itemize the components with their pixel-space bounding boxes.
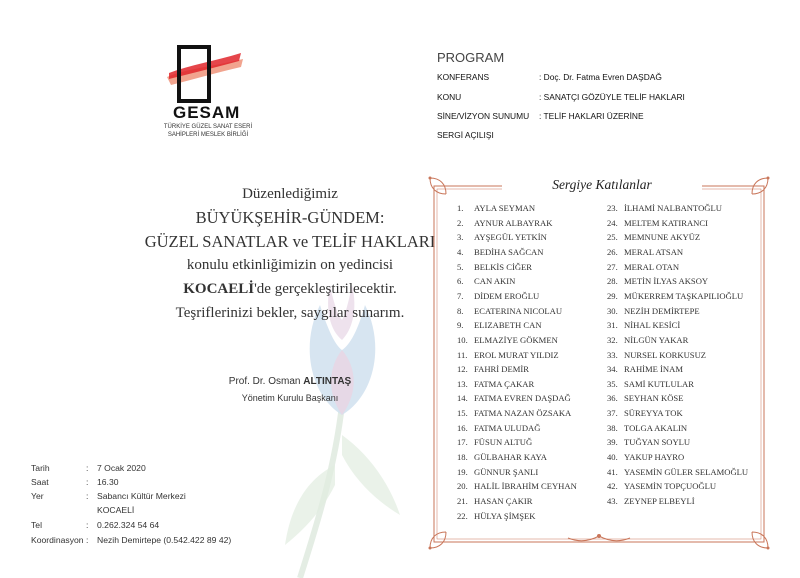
participant-name: ELIZABETH CAN <box>474 320 542 331</box>
event-info-value: 16.30 <box>97 477 119 487</box>
participant-name: ZEYNEP ELBEYLİ <box>624 496 695 506</box>
participant-number: 42. <box>607 481 618 492</box>
participant-item <box>607 262 679 272</box>
participants-title: Sergiye Katılanlar <box>502 177 702 193</box>
participant-number: 21. <box>457 496 468 506</box>
participant-item <box>457 218 552 228</box>
participant-name: RAHİME İNAM <box>624 364 683 375</box>
program-row-value: : TELİF HAKLARI ÜZERİNE <box>539 111 644 121</box>
program-row-value: : Doç. Dr. Fatma Evren DAŞDAĞ <box>539 72 662 82</box>
participant-item <box>607 291 743 301</box>
participant-name: MERAL ATSAN <box>624 246 684 257</box>
signature-name-bold: ALTINTAŞ <box>303 376 352 387</box>
participant-number: 10. <box>457 334 468 345</box>
participant-number: 5. <box>457 261 464 272</box>
participant-number: 22. <box>457 510 468 521</box>
event-info-separator: : <box>86 477 89 487</box>
participant-name: EROL MURAT YILDIZ <box>474 349 559 360</box>
participant-name: AYNUR ALBAYRAK <box>474 217 553 228</box>
event-info-value: KOCAELİ <box>97 505 135 515</box>
participant-item <box>457 496 533 506</box>
participant-name: AYLA SEYMAN <box>474 203 536 213</box>
participant-number: 2. <box>457 217 464 228</box>
participant-item <box>457 350 559 360</box>
participant-number: 28. <box>607 276 618 287</box>
participant-number: 36. <box>607 393 618 404</box>
participant-item <box>457 364 529 374</box>
program-row-label: KONU <box>437 92 462 102</box>
event-info-separator: : <box>86 535 89 545</box>
event-info-separator: : <box>86 463 89 473</box>
event-info-value: Sabancı Kültür Merkezi <box>97 491 186 501</box>
participant-number: 14. <box>457 393 468 404</box>
participant-name: HÜLYA ŞİMŞEK <box>474 510 536 521</box>
participant-name: MEMNUNE AKYÜZ <box>624 232 701 243</box>
tulip-illustration <box>280 285 420 578</box>
participant-name: NİLGÜN YAKAR <box>624 334 689 345</box>
participant-number: 26. <box>607 246 618 257</box>
participant-item <box>457 262 532 272</box>
participant-name: TUĞYAN SOYLU <box>624 437 691 448</box>
participant-item <box>457 511 535 521</box>
participant-name: FATMA NAZAN ÖZSAKA <box>474 408 572 419</box>
participant-name: NİHAL KESİCİ <box>624 320 681 331</box>
participant-item <box>607 335 688 345</box>
participant-item <box>607 496 695 506</box>
participant-item <box>607 408 683 418</box>
participant-name: FATMA ÇAKAR <box>474 378 535 389</box>
participant-item <box>457 203 535 213</box>
participant-number: 1. <box>457 203 464 213</box>
participant-name: BELKİS CİĞER <box>474 261 533 272</box>
program-row-label: KONFERANS <box>437 72 490 82</box>
participant-item <box>607 306 700 316</box>
participant-name: AYŞEGÜL YETKİN <box>474 232 547 243</box>
participant-item <box>607 232 700 242</box>
invitation-line-6: Teşriflerinizi bekler, saygılar sunarım. <box>175 305 405 321</box>
participant-number: 30. <box>607 305 618 316</box>
participant-number: 7. <box>457 290 464 301</box>
gesam-logo <box>165 45 245 105</box>
participant-item <box>607 393 683 403</box>
participant-name: MÜKERREM TAŞKAPILIOĞLU <box>624 290 744 301</box>
participant-number: 6. <box>457 276 464 287</box>
participant-number: 40. <box>607 452 618 463</box>
participant-item <box>457 306 562 316</box>
participant-name: DİDEM EROĞLU <box>474 290 540 301</box>
invitation-line-4: konulu etkinliğimizin on yedincisi <box>186 257 394 273</box>
participant-number: 15. <box>457 408 468 419</box>
participant-item <box>457 320 542 330</box>
program-row-label: SERGİ AÇILIŞI <box>437 130 494 140</box>
participant-name: FAHRİ DEMİR <box>474 364 529 375</box>
logo-subtitle-1: TÜRKİYE GÜZEL SANAT ESERİ <box>163 124 253 130</box>
event-info-value: Nezih Demirtepe (0.542.422 89 42) <box>97 535 232 545</box>
participant-item <box>607 203 722 213</box>
event-info-label: Koordinasyon <box>31 535 84 545</box>
participant-item <box>607 276 708 286</box>
signature-name <box>130 376 450 387</box>
participant-name: GÜLBAHAR KAYA <box>474 452 547 463</box>
participant-number: 4. <box>457 246 464 257</box>
participant-item <box>457 276 515 286</box>
participant-number: 9. <box>457 320 464 331</box>
participant-item <box>607 481 716 491</box>
participant-name: FÜSUN ALTUĞ <box>474 437 533 448</box>
participant-item <box>607 364 683 374</box>
participant-name: METİN İLYAS AKSOY <box>624 276 709 287</box>
invitation-line-2: BÜYÜKŞEHİR-GÜNDEM: <box>195 208 385 227</box>
participant-number: 38. <box>607 422 618 433</box>
invitation-line-1: Düzenlediğimiz <box>242 186 338 202</box>
event-info-label: Tarih <box>31 463 50 473</box>
participant-item <box>457 408 571 418</box>
participant-number: 11. <box>457 349 468 360</box>
participant-number: 32. <box>607 334 618 345</box>
participant-number: 34. <box>607 364 618 375</box>
participant-item <box>457 437 532 447</box>
participant-name: SEYHAN KÖSE <box>624 393 684 404</box>
participant-number: 29. <box>607 290 618 301</box>
signature-name-prefix: Prof. Dr. Osman <box>228 376 304 387</box>
participant-item <box>457 335 558 345</box>
event-info-value: 0.262.324 54 64 <box>97 520 160 530</box>
participant-item <box>457 247 543 257</box>
participant-number: 27. <box>607 261 618 272</box>
participant-item <box>607 467 748 477</box>
invitation-line-5 <box>130 281 450 298</box>
participant-item <box>457 423 540 433</box>
participant-number: 33. <box>607 349 618 360</box>
logo-word: GESAM <box>173 103 241 122</box>
participant-name: HALİL İBRAHİM CEYHAN <box>474 481 577 492</box>
participant-number: 8. <box>457 305 464 316</box>
participant-name: SAMİ KUTLULAR <box>624 378 694 389</box>
participant-name: FATMA EVREN DAŞDAĞ <box>474 393 571 404</box>
logo-subtitle-2: SAHİPLERİ MESLEK BİRLİĞİ <box>167 132 249 138</box>
participant-name: İLHAMİ NALBANTOĞLU <box>624 203 722 213</box>
program-title: PROGRAM <box>437 50 505 65</box>
participant-item <box>457 481 577 491</box>
participant-name: CAN AKIN <box>474 276 516 287</box>
participant-number: 13. <box>457 378 468 389</box>
participant-number: 3. <box>457 232 464 243</box>
participant-name: SÜREYYA TOK <box>624 408 683 419</box>
participant-item <box>607 320 680 330</box>
event-info-label: Saat <box>31 477 49 487</box>
participant-item <box>607 452 684 462</box>
participant-name: TOLGA AKALIN <box>624 422 688 433</box>
participant-item <box>457 393 571 403</box>
event-info-label: Tel <box>31 520 42 530</box>
participant-item <box>457 467 538 477</box>
participant-name: MERAL OTAN <box>624 261 680 272</box>
participant-item <box>607 218 708 228</box>
participant-item <box>607 247 683 257</box>
participant-item <box>607 437 690 447</box>
participant-item <box>457 232 547 242</box>
invitation-line-3: GÜZEL SANATLAR ve TELİF HAKLARI <box>144 232 436 251</box>
invitation-city: KOCAELİ <box>183 281 255 297</box>
participant-name: NEZİH DEMİRTEPE <box>624 305 700 316</box>
program-row-value: : SANATÇI GÖZÜYLE TELİF HAKLARI <box>539 92 685 102</box>
participant-name: YASEMİN TOPÇUOĞLU <box>624 481 717 492</box>
participant-number: 25. <box>607 232 618 243</box>
participant-number: 41. <box>607 466 618 477</box>
participant-number: 43. <box>607 496 618 506</box>
participant-name: MELTEM KATIRANCI <box>624 217 708 228</box>
event-info-value: 7 Ocak 2020 <box>97 463 146 473</box>
participant-name: ELMAZİYE GÖKMEN <box>474 334 558 345</box>
participant-number: 12. <box>457 364 468 375</box>
participant-number: 35. <box>607 378 618 389</box>
participant-number: 37. <box>607 408 618 419</box>
signature-title: Yönetim Kurulu Başkanı <box>241 393 339 403</box>
program-row-label: SİNE/VİZYON SUNUMU <box>437 111 530 121</box>
participant-number: 20. <box>457 481 468 492</box>
invitation-line-5-rest: 'de gerçekleştirilecektir. <box>254 281 397 297</box>
participant-item <box>607 423 687 433</box>
participant-name: FATMA ULUDAĞ <box>474 422 541 433</box>
participant-number: 39. <box>607 437 618 448</box>
participant-number: 17. <box>457 437 468 448</box>
event-info-separator: : <box>86 491 89 501</box>
participant-item <box>457 452 547 462</box>
participant-number: 31. <box>607 320 618 331</box>
participant-name: GÜNNUR ŞANLI <box>474 466 539 477</box>
participant-item <box>457 291 539 301</box>
participant-name: YAKUP HAYRO <box>624 452 685 463</box>
participant-number: 18. <box>457 452 468 463</box>
event-info-separator: : <box>86 520 89 530</box>
event-info-label: Yer <box>31 491 44 501</box>
participant-item <box>607 350 706 360</box>
participant-item <box>457 379 534 389</box>
participant-name: NURSEL KORKUSUZ <box>624 349 707 360</box>
participant-number: 19. <box>457 466 468 477</box>
participant-item <box>607 379 694 389</box>
participant-number: 23. <box>607 203 618 213</box>
participant-number: 24. <box>607 217 618 228</box>
participant-name: YASEMİN GÜLER SELAMOĞLU <box>624 466 749 477</box>
participant-number: 16. <box>457 422 468 433</box>
participant-name: ECATERINA NICOLAU <box>474 305 563 316</box>
participant-name: HASAN ÇAKIR <box>474 496 533 506</box>
participant-name: BEDİHA SAĞCAN <box>474 246 544 257</box>
